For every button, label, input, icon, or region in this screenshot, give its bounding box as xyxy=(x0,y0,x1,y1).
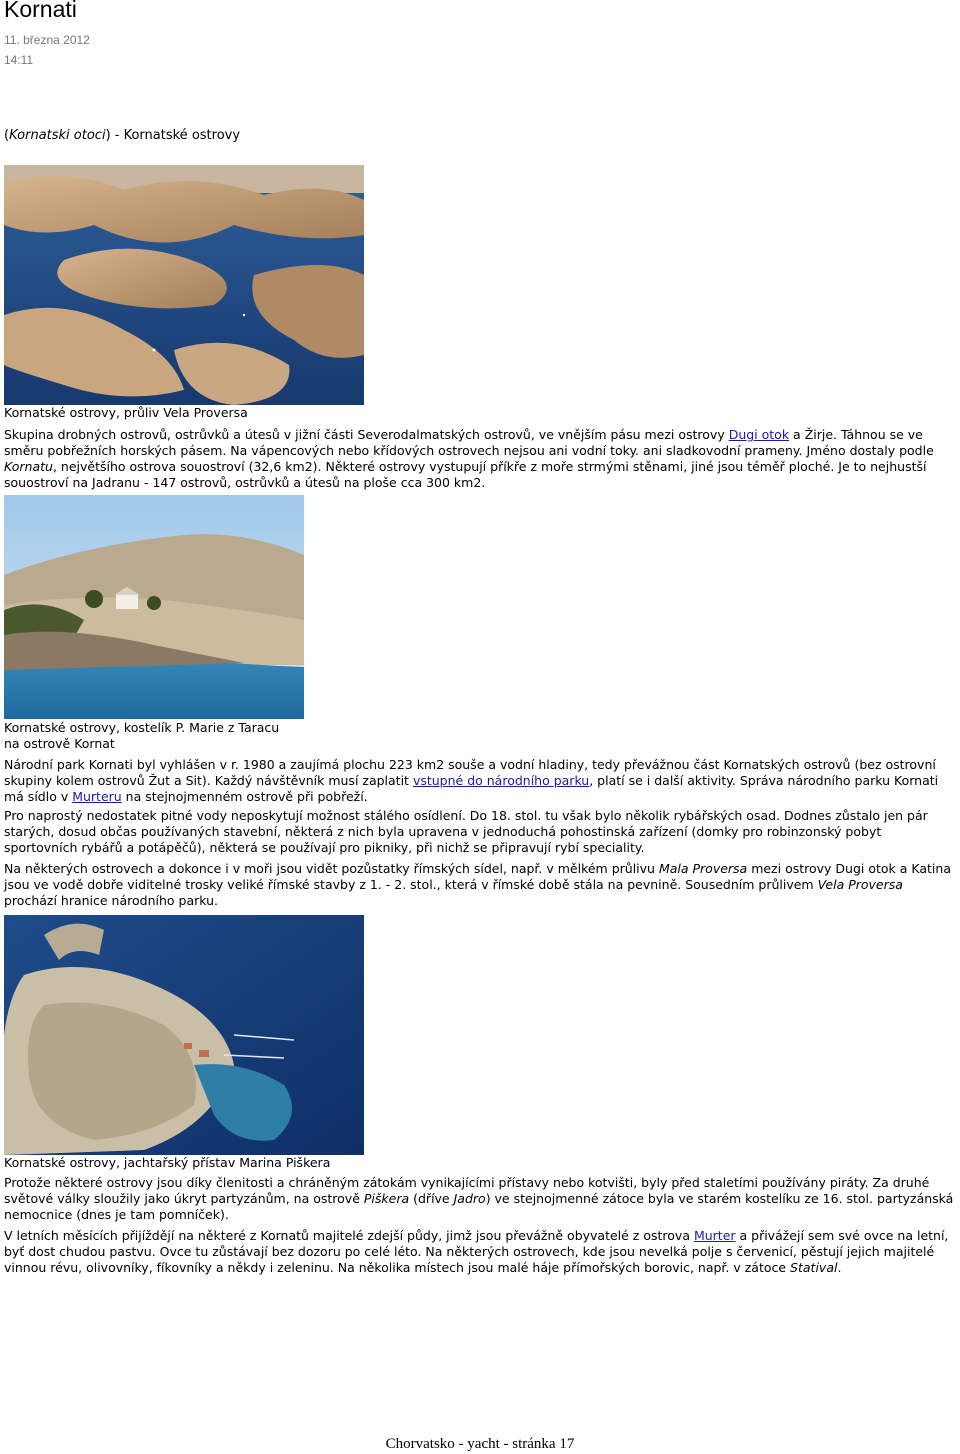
image-caption: Kornatské ostrovy, jachtařský přístav Marina Piškera xyxy=(4,1155,331,1170)
note-time: 14:11 xyxy=(4,53,34,67)
paragraph-summer: V letních měsících přijíždějí na některé z Kornatů majitelé zdejší půdy, jimž jsou převážně obyvatelé z ostrova Murter a přivážejí sem své ovce na letní, byť dost chudou pastvu. Ovce tu zůstávají bez dozoru po celé léto. Na některých ostrovech, kde jsou nevelká polje s červenicí, pěstují jejich majitelé vinnou révu, olivovníky, fíkovníky a někdy i zeleninu. Na několika místech jsou malé háje přímořských borovic, např. v zátoce Statival. xyxy=(4,1228,949,1275)
note-date: 11. března 2012 xyxy=(4,33,90,47)
paragraph-national-park: Národní park Kornati byl vyhlášen v r. 1980 a zaujímá plochu 223 km2 souše a vodní hladiny, tedy převážnou část Kornatských ostrovů (bez ostrovní skupiny kolem ostrovů Žut a Sit). Každý návštěvník musí zaplatit vstupné do národního parku, platí se i další aktivity. Správa národního parku Kornati má sídlo v Murteru na stejnojmenném ostrově při pobřeží. xyxy=(4,757,939,804)
image-caption-line2: na ostrově Kornat xyxy=(4,736,115,751)
link-dugi-otok[interactable]: Dugi otok xyxy=(728,427,790,442)
link-entry-fee[interactable]: vstupné do národního parku xyxy=(412,773,590,788)
subtitle-italic: Kornatski otoci xyxy=(9,128,106,143)
photo-marina-piskera xyxy=(4,915,364,1155)
paragraph-roman-remains: Na některých ostrovech a dokonce i v moři jsou vidět pozůstatky římských sídel, např. v mělkém průlivu Mala Proversa mezi ostrovy Dugi otok a Katina jsou ve vodě dobře viditelné trosky veliké římské stavby z 1. - 2. stol., která v římské době stála na pevnině. Sousedním průlivem Vela Proversa prochází hranice národního parku. xyxy=(4,861,951,908)
paragraph-pirates: Protože některé ostrovy jsou díky členitosti a chráněným zátokám vynikajícími přístavy nebo kotvišti, byly před staletími používány piráty. Za druhé světové války sloužily jako úkryt partyzánům, na ostrově Piškera (dříve Jadro) ve stejnojmenné zátoce byla ve starém kostelíku ze 16. stol. partyzánská nemocnice (dnes je tam pomníček). xyxy=(4,1175,954,1222)
page-footer: Chorvatsko - yacht - stránka 17 xyxy=(385,1436,575,1452)
photo-vela-proversa xyxy=(4,165,364,405)
subtitle-rest: - Kornatské ostrovy xyxy=(110,128,241,143)
paragraph-settlement: Pro naprostý nedostatek pitné vody neposkytují možnost stálého osídlení. Do 18. stol. tu však bylo několik rybářských osad. Dodnes zůstalo jen pár starých, dosud občas používaných stavební, některá z nich byla upravena v jednoduchá pohostinská zařízení (domky pro robinzonský pobyt sportovních rybářů a potápěčů), některá se používají pro pikniky, při nichž se připravují rybí speciality. xyxy=(4,808,928,855)
link-murter-island[interactable]: Murter xyxy=(693,1228,736,1243)
section-heading: (Kornatski otoci) - Kornatské ostrovy xyxy=(4,128,241,143)
link-murter[interactable]: Murteru xyxy=(72,789,122,804)
image-caption: Kornatské ostrovy, průliv Vela Proversa xyxy=(4,405,248,420)
paragraph-intro: Skupina drobných ostrovů, ostrůvků a útesů v jižní části Severodalmatských ostrovů, ve vnějším pásu mezi ostrovy Dugi otok a Žirje. Táhnou se ve směru pobřežních horských pásem. Na vápencových nebo křídových ostrovech nejsou ani vodní toky. ani sladkovodní prameny. Jméno dostaly podle Kornatu, největšího ostrova souostroví (32,6 km2). Některé ostrovy vystupují příkře z moře strmými stěnami, jiné jsou téměř ploché. Je to nejhustší souostroví na Jadranu - 147 ostrovů, ostrůvků a útesů na ploše cca 300 km2. xyxy=(4,427,934,490)
image-caption: Kornatské ostrovy, kostelík P. Marie z Taracu xyxy=(4,720,280,735)
page-title: Kornati xyxy=(4,0,77,22)
photo-church-taracu xyxy=(4,495,304,719)
